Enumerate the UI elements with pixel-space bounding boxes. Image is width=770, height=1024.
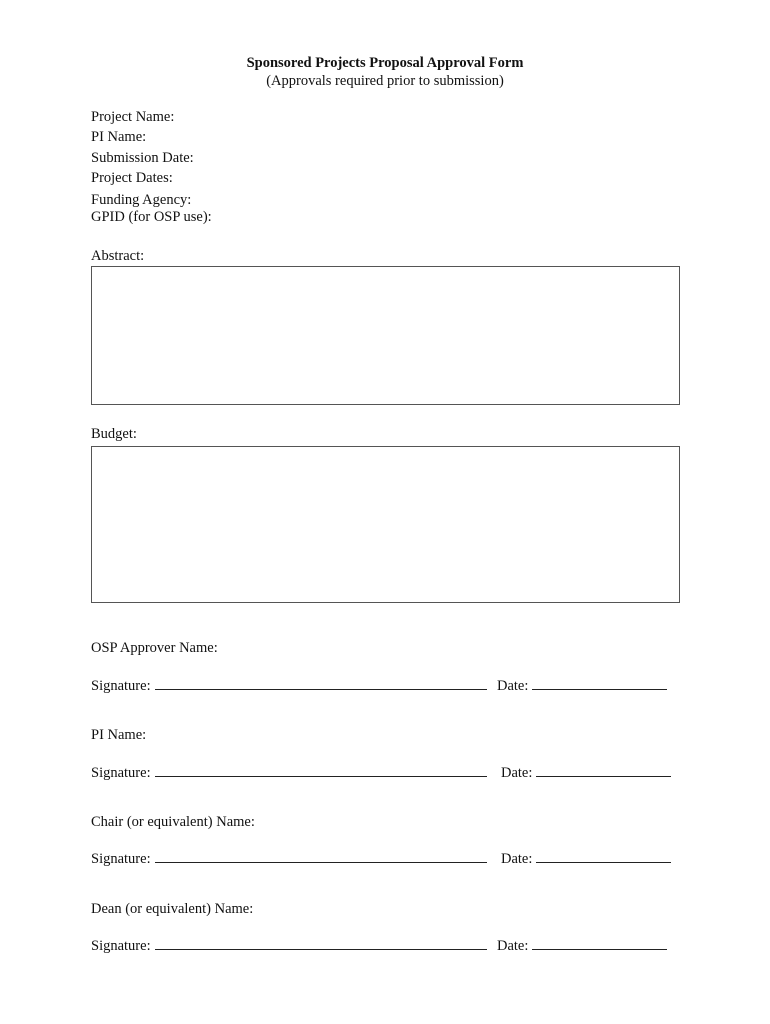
chair-date-row xyxy=(501,849,671,868)
chair-date-line[interactable] xyxy=(536,849,671,863)
osp-approver-name-label: OSP Approver Name: xyxy=(91,640,218,656)
dean-signature-row xyxy=(91,936,487,955)
signature-label: Signature: xyxy=(91,938,151,954)
project-dates-label: Project Dates: xyxy=(91,170,173,186)
signature-label: Signature: xyxy=(91,765,151,781)
date-label: Date: xyxy=(497,938,529,954)
date-label: Date: xyxy=(497,678,529,694)
budget-label: Budget: xyxy=(91,426,137,442)
budget-box[interactable] xyxy=(91,446,680,603)
chair-signature-line[interactable] xyxy=(155,849,487,863)
signature-label: Signature: xyxy=(91,851,151,867)
osp-signature-row xyxy=(91,676,487,695)
abstract-label: Abstract: xyxy=(91,248,145,264)
osp-date-line[interactable] xyxy=(532,676,667,690)
pi-signature-row xyxy=(91,763,487,782)
date-label: Date: xyxy=(501,851,533,867)
pi-name-label: PI Name: xyxy=(91,129,147,145)
abstract-box[interactable] xyxy=(91,266,680,405)
pi-signature-line[interactable] xyxy=(155,763,487,777)
osp-signature-line[interactable] xyxy=(155,676,487,690)
dean-signature-line[interactable] xyxy=(155,936,487,950)
signature-label: Signature: xyxy=(91,678,151,694)
pi-date-line[interactable] xyxy=(536,763,671,777)
funding-agency-label: Funding Agency: xyxy=(91,192,192,208)
date-label: Date: xyxy=(501,765,533,781)
form-subtitle: (Approvals required prior to submission) xyxy=(266,73,504,89)
pi-date-row xyxy=(501,763,671,782)
gpid-label: GPID (for OSP use): xyxy=(91,209,212,225)
project-name-label: Project Name: xyxy=(91,109,175,125)
dean-name-label: Dean (or equivalent) Name: xyxy=(91,901,254,917)
form-title: Sponsored Projects Proposal Approval Form xyxy=(246,55,524,71)
osp-date-row xyxy=(497,676,667,695)
dean-date-row xyxy=(497,936,667,955)
submission-date-label: Submission Date: xyxy=(91,150,194,166)
chair-name-label: Chair (or equivalent) Name: xyxy=(91,814,255,830)
chair-signature-row xyxy=(91,849,487,868)
pi-approver-name-label: PI Name: xyxy=(91,727,147,743)
dean-date-line[interactable] xyxy=(532,936,667,950)
